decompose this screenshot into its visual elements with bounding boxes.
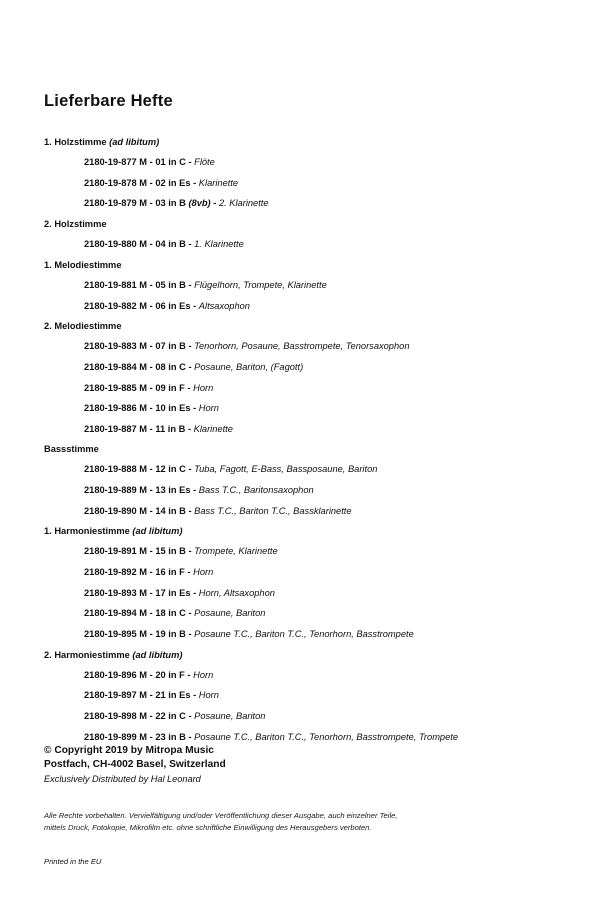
page-title: Lieferbare Hefte bbox=[44, 92, 173, 110]
part-instruments: Posaune, Bariton bbox=[194, 710, 266, 721]
list-item bbox=[84, 301, 556, 313]
part-group bbox=[44, 444, 556, 517]
part-group bbox=[44, 137, 556, 210]
legal-line-2: mittels Druck, Fotokopie, Mikrofilm etc. ohne schriftliche Einwilligung des Herausgebers verboten. bbox=[44, 823, 372, 833]
part-instruments: Horn bbox=[193, 567, 214, 578]
part-group-heading bbox=[44, 260, 556, 271]
part-separator: - bbox=[149, 485, 153, 496]
part-code: 2180-19-884 M bbox=[84, 361, 148, 372]
list-item bbox=[84, 239, 556, 251]
part-separator: - bbox=[149, 341, 153, 352]
part-number: 01 in C bbox=[155, 157, 186, 168]
part-instruments: 1. Klarinette bbox=[194, 239, 244, 250]
part-dash: - bbox=[188, 239, 192, 250]
part-group-heading-text: 2. Holzstimme bbox=[44, 218, 107, 229]
list-item bbox=[84, 690, 556, 702]
part-number: 17 in Es bbox=[155, 587, 191, 598]
part-dash: - bbox=[188, 157, 192, 168]
part-separator: - bbox=[149, 157, 153, 168]
part-instruments: Horn bbox=[198, 403, 219, 414]
part-group bbox=[44, 650, 556, 744]
part-number-suffix: (8vb) bbox=[188, 198, 211, 209]
part-code: 2180-19-890 M bbox=[84, 505, 148, 516]
copyright-block bbox=[44, 744, 556, 772]
part-code: 2180-19-896 M bbox=[84, 669, 148, 680]
list-item bbox=[84, 711, 556, 723]
part-group-heading bbox=[44, 321, 556, 332]
part-instruments: Tenorhorn, Posaune, Basstrompete, Tenorsaxophon bbox=[194, 341, 410, 352]
part-instruments: Horn bbox=[198, 690, 219, 701]
part-code: 2180-19-897 M bbox=[84, 690, 148, 701]
part-dash: - bbox=[193, 300, 197, 311]
part-separator: - bbox=[149, 669, 153, 680]
part-group-heading-text: 1. Harmoniestimme bbox=[44, 526, 130, 537]
part-instruments: Trompete, Klarinette bbox=[194, 546, 278, 557]
part-separator: - bbox=[149, 300, 153, 311]
part-dash: - bbox=[187, 382, 191, 393]
part-code: 2180-19-880 M bbox=[84, 239, 148, 250]
part-group bbox=[44, 219, 556, 251]
parts-list bbox=[44, 137, 556, 743]
list-item bbox=[84, 506, 556, 518]
part-instruments: Posaune, Bariton bbox=[194, 608, 266, 619]
list-item bbox=[84, 383, 556, 395]
part-dash: - bbox=[188, 628, 192, 639]
part-code: 2180-19-893 M bbox=[84, 587, 148, 598]
part-separator: - bbox=[149, 567, 153, 578]
part-code: 2180-19-894 M bbox=[84, 608, 148, 619]
part-separator: - bbox=[149, 628, 153, 639]
part-group-heading-text: 2. Harmoniestimme bbox=[44, 649, 130, 660]
part-separator: - bbox=[149, 505, 153, 516]
part-dash: - bbox=[188, 710, 192, 721]
part-group-heading-qualifier: (ad libitum) bbox=[132, 649, 183, 660]
list-item bbox=[84, 629, 556, 641]
list-item bbox=[84, 424, 556, 436]
list-item bbox=[84, 198, 556, 210]
printed-in-note: Printed in the EU bbox=[44, 857, 102, 866]
part-number: 07 in B bbox=[155, 341, 186, 352]
part-group-heading bbox=[44, 526, 556, 537]
list-item bbox=[84, 280, 556, 292]
part-instruments: Horn bbox=[193, 382, 214, 393]
part-separator: - bbox=[149, 361, 153, 372]
part-instruments: 2. Klarinette bbox=[218, 198, 269, 209]
list-item bbox=[84, 341, 556, 353]
part-dash: - bbox=[188, 464, 192, 475]
part-code: 2180-19-899 M bbox=[84, 731, 148, 742]
part-dash: - bbox=[193, 485, 197, 496]
part-separator: - bbox=[149, 177, 153, 188]
part-code: 2180-19-889 M bbox=[84, 485, 148, 496]
part-number: 13 in Es bbox=[155, 485, 191, 496]
part-number: 23 in B bbox=[155, 731, 186, 742]
part-separator: - bbox=[149, 198, 153, 209]
part-code: 2180-19-885 M bbox=[84, 382, 148, 393]
part-code: 2180-19-895 M bbox=[84, 628, 148, 639]
part-code: 2180-19-877 M bbox=[84, 157, 148, 168]
part-number: 06 in Es bbox=[155, 300, 191, 311]
part-dash: - bbox=[187, 567, 191, 578]
list-item bbox=[84, 567, 556, 579]
part-number: 12 in C bbox=[155, 464, 186, 475]
list-item bbox=[84, 403, 556, 415]
part-number: 22 in C bbox=[155, 710, 186, 721]
part-instruments: Bass T.C., Bariton T.C., Bassklarinette bbox=[194, 505, 352, 516]
part-number: 11 in B bbox=[155, 423, 186, 434]
part-dash: - bbox=[193, 690, 197, 701]
part-number: 10 in Es bbox=[155, 403, 191, 414]
part-code: 2180-19-879 M bbox=[84, 198, 148, 209]
part-dash: - bbox=[187, 423, 192, 434]
part-dash: - bbox=[188, 731, 192, 742]
part-group-heading-qualifier: (ad libitum) bbox=[109, 137, 160, 147]
part-separator: - bbox=[149, 279, 153, 290]
list-item bbox=[84, 362, 556, 374]
list-item bbox=[84, 157, 556, 169]
part-instruments: Bass T.C., Baritonsaxophon bbox=[198, 485, 314, 496]
part-dash: - bbox=[187, 669, 191, 680]
part-separator: - bbox=[149, 690, 153, 701]
part-instruments: Flöte bbox=[194, 157, 215, 168]
part-number: 20 in F bbox=[155, 669, 185, 680]
part-separator: - bbox=[149, 608, 153, 619]
part-separator: - bbox=[149, 464, 153, 475]
part-code: 2180-19-882 M bbox=[84, 300, 148, 311]
part-group-heading bbox=[44, 137, 556, 148]
part-group-heading-text: 1. Holzstimme bbox=[44, 137, 107, 147]
part-dash: - bbox=[188, 361, 192, 372]
part-code: 2180-19-888 M bbox=[84, 464, 148, 475]
part-group bbox=[44, 260, 556, 312]
part-separator: - bbox=[149, 587, 153, 598]
part-instruments: Klarinette bbox=[193, 423, 233, 434]
part-number: 03 in B bbox=[155, 198, 186, 209]
part-number: 02 in Es bbox=[155, 177, 191, 188]
list-item bbox=[84, 588, 556, 600]
part-group-heading-text: 1. Melodiestimme bbox=[44, 259, 122, 270]
part-group bbox=[44, 321, 556, 435]
list-item bbox=[84, 732, 556, 744]
part-separator: - bbox=[149, 423, 153, 434]
part-code: 2180-19-892 M bbox=[84, 567, 148, 578]
part-dash: - bbox=[193, 403, 197, 414]
part-group-heading bbox=[44, 219, 556, 230]
part-group bbox=[44, 526, 556, 640]
part-dash: - bbox=[188, 341, 192, 352]
part-instruments: Posaune, Bariton, (Fagott) bbox=[194, 361, 304, 372]
part-dash: - bbox=[188, 546, 192, 557]
part-instruments: Altsaxophon bbox=[198, 300, 250, 311]
part-code: 2180-19-891 M bbox=[84, 546, 148, 557]
part-separator: - bbox=[149, 546, 153, 557]
part-instruments: Horn, Altsaxophon bbox=[198, 587, 275, 598]
part-instruments: Posaune T.C., Bariton T.C., Tenorhorn, Basstrompete bbox=[194, 628, 414, 639]
part-code: 2180-19-887 M bbox=[84, 423, 148, 434]
part-number: 18 in C bbox=[155, 608, 186, 619]
part-instruments: Posaune T.C., Bariton T.C., Tenorhorn, Basstrompete, Trompete bbox=[194, 731, 459, 742]
part-separator: - bbox=[149, 731, 153, 742]
part-number: 08 in C bbox=[155, 361, 186, 372]
part-dash: - bbox=[213, 198, 217, 209]
part-separator: - bbox=[149, 382, 153, 393]
part-dash: - bbox=[188, 279, 192, 290]
part-code: 2180-19-881 M bbox=[84, 279, 148, 290]
part-group-heading bbox=[44, 650, 556, 661]
part-code: 2180-19-898 M bbox=[84, 710, 148, 721]
part-instruments: Klarinette bbox=[198, 177, 239, 188]
copyright-line-2: Postfach, CH-4002 Basel, Switzerland bbox=[44, 759, 226, 771]
part-group-heading-text: Bassstimme bbox=[44, 444, 99, 455]
list-item bbox=[84, 464, 556, 476]
part-number: 14 in B bbox=[155, 505, 186, 516]
distributor-note: Exclusively Distributed by Hal Leonard bbox=[44, 773, 201, 784]
part-separator: - bbox=[149, 403, 153, 414]
part-separator: - bbox=[149, 239, 153, 250]
part-code: 2180-19-883 M bbox=[84, 341, 148, 352]
list-item bbox=[84, 670, 556, 682]
part-group-heading bbox=[44, 444, 556, 455]
part-number: 16 in F bbox=[155, 567, 185, 578]
part-instruments: Tuba, Fagott, E-Bass, Bassposaune, Bariton bbox=[194, 464, 378, 475]
part-dash: - bbox=[193, 177, 197, 188]
list-item bbox=[84, 485, 556, 497]
part-instruments: Flügelhorn, Trompete, Klarinette bbox=[194, 279, 327, 290]
part-number: 09 in F bbox=[155, 382, 185, 393]
part-separator: - bbox=[149, 710, 153, 721]
part-number: 21 in Es bbox=[155, 690, 191, 701]
part-number: 05 in B bbox=[155, 279, 186, 290]
list-item bbox=[84, 608, 556, 620]
part-group-heading-qualifier: (ad libitum) bbox=[132, 526, 183, 537]
legal-notice bbox=[44, 810, 556, 835]
part-code: 2180-19-878 M bbox=[84, 177, 148, 188]
part-code: 2180-19-886 M bbox=[84, 403, 148, 414]
part-dash: - bbox=[188, 608, 192, 619]
copyright-line-1: © Copyright 2019 by Mitropa Music bbox=[44, 745, 214, 757]
list-item bbox=[84, 178, 556, 190]
part-group-heading-text: 2. Melodiestimme bbox=[44, 321, 122, 332]
list-item bbox=[84, 546, 556, 558]
part-number: 04 in B bbox=[155, 239, 186, 250]
part-number: 19 in B bbox=[155, 628, 186, 639]
part-number: 15 in B bbox=[155, 546, 186, 557]
part-instruments: Horn bbox=[193, 669, 214, 680]
part-dash: - bbox=[188, 505, 192, 516]
part-dash: - bbox=[193, 587, 197, 598]
legal-line-1: Alle Rechte vorbehalten. Vervielfältigung und/oder Veröffentlichung dieser Ausgabe, auch einzelner Teile, bbox=[44, 810, 398, 820]
page-footer bbox=[44, 744, 556, 866]
